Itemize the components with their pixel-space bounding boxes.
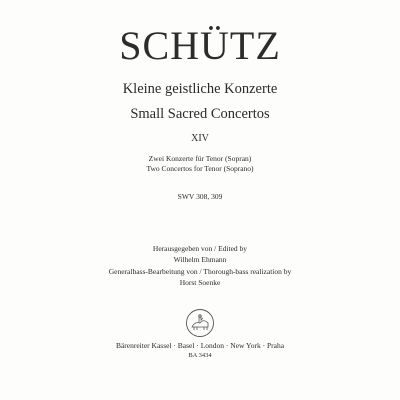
- baerenreiter-logo-icon: [185, 308, 215, 338]
- subtitle-english: Two Concertos for Tenor (Soprano): [146, 164, 254, 173]
- edited-by-label: Herausgegeben von / Edited by: [152, 244, 248, 253]
- title-english: Small Sacred Concertos: [130, 106, 270, 122]
- publisher-line: Bärenreiter Kassel · Basel · London · New York · Praha: [115, 341, 285, 350]
- thorough-bass-arranger: Horst Soenke: [179, 278, 221, 287]
- catalogue-numbers: SWV 308, 309: [177, 192, 223, 201]
- title-german: Kleine geistliche Konzerte: [122, 81, 278, 97]
- subtitle-german: Zwei Konzerte für Tenor (Sopran): [148, 154, 252, 163]
- volume-number: XIV: [191, 133, 209, 144]
- editor-name: Wilhelm Ehmann: [173, 255, 227, 264]
- edition-number: BA 3434: [188, 352, 212, 359]
- thorough-bass-label: Generalbass-Bearbeitung von / Thorough-bass realization by: [108, 267, 292, 276]
- composer-name: SCHÜTZ: [119, 23, 281, 68]
